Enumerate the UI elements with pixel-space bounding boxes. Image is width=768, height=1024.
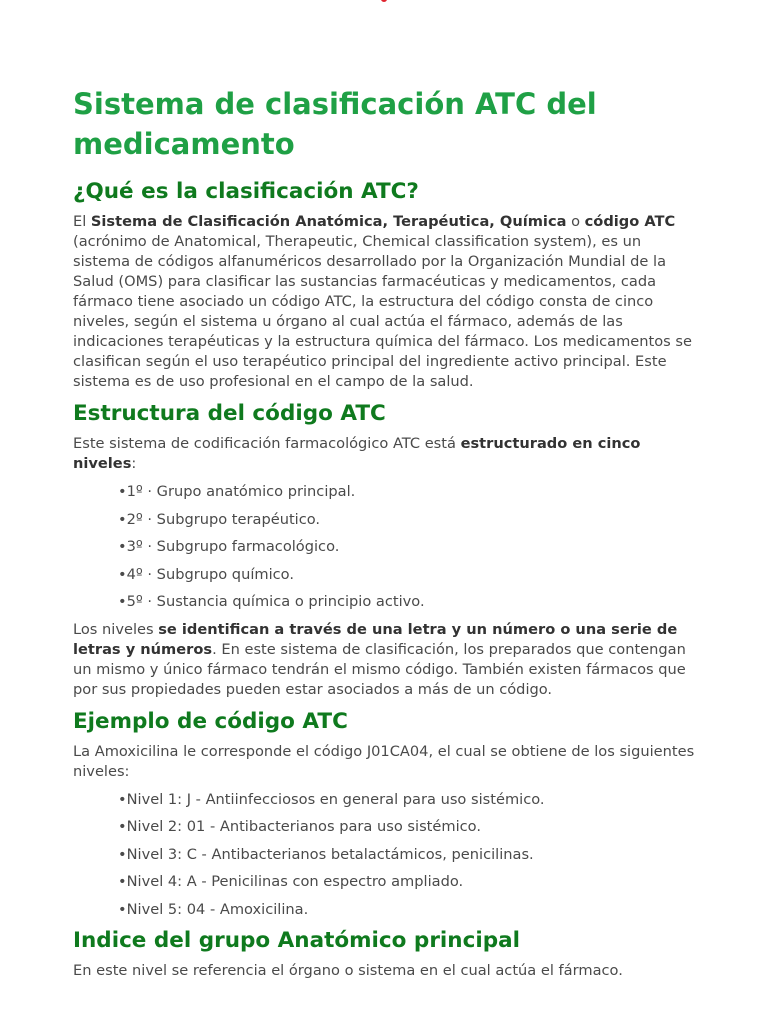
article (73, 84, 698, 989)
list-item: •Nivel 3: C - Antibacterianos betalactámicos, penicilinas. (118, 845, 534, 863)
section-heading-structure: Estructura del código ATC (73, 401, 386, 426)
list-item: •2º · Subgrupo terapéutico. (118, 510, 321, 528)
atc-definition-paragraph (73, 212, 698, 392)
bold-term: estructurado en cinco niveles (73, 435, 641, 472)
section-heading-what-is-atc: ¿Qué es la clasificación ATC? (73, 179, 419, 204)
top-marker (381, 0, 387, 2)
section-heading-anatomical-index: Indice del grupo Anatómico principal (73, 928, 520, 953)
list-item: •3º · Subgrupo farmacológico. (118, 538, 340, 555)
bold-term: Sistema de Clasificación Anatómica, Terapéutica, Química (90, 213, 567, 230)
text-span: El (73, 213, 91, 230)
text-span: . En este sistema de clasificación, los preparados que contengan un mismo y único fármaco tendrán el mismo código. También existen fármacos que por sus propiedades pueden estar asociados a más de un código. (73, 640, 686, 698)
levels-identification-paragraph (73, 620, 698, 700)
list-item: •Nivel 2: 01 - Antibacterianos para uso sistémico. (118, 818, 481, 835)
text-span: (acrónimo de Anatomical, Therapeutic, Chemical classification system), es un sistema de códigos alfanuméricos desarrollado por la Organización Mundial de la Salud (OMS) para clasificar las sustancias farmacéuticas y medicamentos, cada fármaco tiene asociado un código ATC, la estructura del código consta de cinco niveles, según el sistema u órgano al cual actúa el fármaco, además de las indicaciones terapéuticas y la estructura química del fármaco. Los medicamentos se clasifican según el uso terapéutico principal del ingrediente activo principal. Este sistema es de uso profesional en el campo de la salud. (73, 233, 693, 390)
list-item: •1º · Grupo anatómico principal. (118, 483, 356, 500)
list-item: •Nivel 1: J - Antiinfecciosos en general para uso sistémico. (118, 790, 545, 808)
example-levels-list (73, 790, 698, 920)
bold-term: código ATC (584, 213, 676, 230)
list-item: •4º · Subgrupo químico. (118, 565, 294, 583)
text-span: o (566, 213, 585, 230)
section-heading-example: Ejemplo de código ATC (73, 708, 348, 734)
example-intro: La Amoxicilina le corresponde el código J01CA04, el cual se obtiene de los siguientes niveles: (73, 742, 695, 780)
list-item: •Nivel 4: A - Penicilinas con espectro ampliado. (118, 873, 464, 890)
structure-intro (73, 434, 698, 474)
anatomical-index-intro: En este nivel se referencia el órgano o sistema en el cual actúa el fármaco. (73, 962, 623, 979)
page-title: Sistema de clasificación ATC del medicamento (73, 87, 597, 161)
bold-term: se identifican a través de una letra y un número o una serie de letras y números (73, 620, 678, 658)
text-span: : (131, 455, 137, 472)
text-span: Los niveles (73, 620, 159, 638)
text-span: Este sistema de codificación farmacológico ATC está (73, 435, 461, 452)
list-item: •5º · Sustancia química o principio activo. (118, 593, 425, 610)
list-item: •Nivel 5: 04 - Amoxicilina. (118, 900, 309, 918)
structure-levels-list (73, 482, 698, 612)
